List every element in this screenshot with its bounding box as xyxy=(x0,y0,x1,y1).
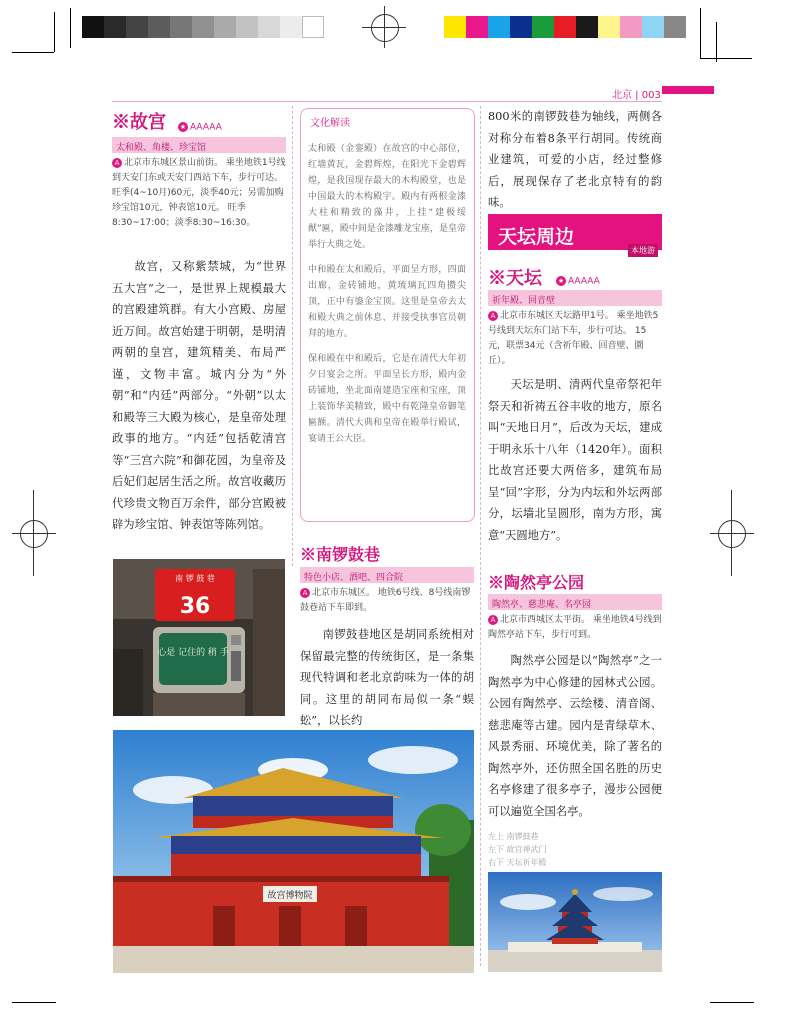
address-icon: A xyxy=(300,588,310,598)
taoranting-info: A 北京市西城区太平街。 乘坐地铁4号线到陶然亭站下车，步行可到。 xyxy=(488,615,662,640)
crop-mark xyxy=(700,8,701,58)
nanluoguxiang-photo xyxy=(113,559,285,716)
crop-mark xyxy=(710,1002,754,1003)
gugong-info: A 北京市东城区景山前街。 乘坐地铁1号线到天安门东或天安门西站下车，步行可达。 旺季(4~10月)60元，淡季40元；另需加购珍宝馆10元，钟表馆10元。 旺季8:30~17:00；淡季8:30~16:30。 xyxy=(112,158,286,228)
registration-mark xyxy=(12,533,56,534)
culture-paragraph: 中和殿在太和殿后，平面呈方形，四面出廊，金砖铺地，黄琉璃瓦四角攒尖顶，正中有鎏金宝顶。这里是皇帝去太和殿大典之前休息、并接受执事官员朝拜的地方。 xyxy=(308,265,466,339)
col3-continued-body: 800米的南锣鼓巷为轴线，两侧各对称分布着8条平行胡同。传统商业建筑，可爱的小店，经过整修后，展现保存了老北京特有的韵味。 xyxy=(488,110,662,209)
address-icon: A xyxy=(488,615,498,625)
tiantan-section-sub: 本地游 xyxy=(628,244,658,257)
culture-heading: 文化解读 xyxy=(310,118,350,129)
nanluo-tags: 特色小店、酒吧、四合院 xyxy=(300,567,474,583)
gugong-plaque-text: 故宫博物院 xyxy=(267,891,313,901)
column-divider xyxy=(292,106,293,566)
column-divider xyxy=(480,106,481,966)
caption-line: 左上 南锣鼓巷 xyxy=(488,832,539,841)
culture-text xyxy=(308,132,466,456)
nanluo-body: 南锣鼓巷地区是胡同系统相对保留最完整的传统街区，是一条集现代特调和老北京韵味为一体的胡同。这里的胡同布局似一条“蜈蚣”，以长约 xyxy=(300,628,474,727)
crop-mark xyxy=(12,1002,56,1003)
color-calibration-bar xyxy=(444,16,686,38)
gugong-photo xyxy=(113,730,474,973)
registration-mark xyxy=(718,520,746,548)
tv-screen-text: 心是 记住的 稍 手 xyxy=(157,648,229,658)
running-head-bar xyxy=(662,86,714,94)
nanluo-title: ※南锣鼓巷 xyxy=(300,545,381,564)
registration-mark xyxy=(20,520,48,548)
gugong-tags: 太和殿、角楼、珍宝馆 xyxy=(112,137,286,153)
running-head: 北京 | 003 xyxy=(612,90,661,101)
crop-mark xyxy=(12,52,54,53)
gugong-body xyxy=(112,256,286,536)
header-rule xyxy=(112,101,662,102)
tiantan-body: 天坛是明、清两代皇帝祭祀年祭天和祈祷五谷丰收的地方，原名叫“天地日月”，后改为天坛，建成于明永乐十八年（1420年）。面积比故宫还要大两倍多，建筑布局呈“回”字形，分为内坛和外坛两部分，坛墙北呈圆形，南为方形，寓意“天圆地方”。 xyxy=(488,378,662,542)
culture-paragraph: 太和殿（金銮殿）在故宫的中心部位，红墙黄瓦，金碧辉煌，在阳光下金碧辉煌，是我国现存最大的木构殿堂，也是中国最大的木构殿宇。殿内有两根金漆大柱和精致的藻井，上挂“建极绥猷”匾，殿中间是金漆雕龙宝座，是皇帝举行大典之处。 xyxy=(308,144,466,250)
tiantan-title: ※天坛 xyxy=(488,268,542,289)
gugong-title: ※故宫 xyxy=(112,112,166,133)
tiantan-section-title: 天坛周边 xyxy=(498,226,575,248)
crop-mark xyxy=(716,22,717,62)
tiantan-photo xyxy=(488,872,662,972)
rating-icon: ★ xyxy=(557,277,565,285)
address-icon: A xyxy=(488,311,498,321)
registration-mark xyxy=(371,14,399,42)
nanluo-info: A 北京市东城区。 地铁6号线、8号线南锣鼓巷站下车即到。 xyxy=(300,588,471,613)
tiantan-info: A 北京市东城区天坛路甲1号。 乘坐地铁5号线到天坛东门站下车，步行可达。 15元，联票34元（含祈年殿、回音壁、圜丘）。 xyxy=(488,311,659,366)
crop-mark xyxy=(700,58,752,59)
culture-paragraph: 保和殿在中和殿后，它是在清代大年初夕日宴会之所。平面呈长方形，殿内金砖铺地，坐北面南建造宝座和宝座，顶上装饰华美精致，殿中有乾隆皇帝御笔匾额。清代大典和皇帝在殿举行殿试，宴请王公大臣。 xyxy=(308,354,466,444)
registration-mark xyxy=(362,27,406,28)
crop-mark xyxy=(54,12,55,52)
gugong-paragraph: 故宫，又称紫禁城，为“世界五大宫”之一，是世界上规模最大的宫殿建筑群。有大小宫殿、房屋近万间。故宫始建于明朝，是明清两朝的皇宫，建筑精美、布局严谨，文物丰富。城内分为“外朝”和“内廷”两部分。“外朝”以太和殿等三大殿为核心，是皇帝处理政事的地方。“内廷”包括乾清宫等“三宫六院”和御花园，为皇帝及后妃们起居生活之所。故宫收藏历代珍贵文物百万余件，部分宫殿被辟为珍宝馆、钟表馆等陈列馆。 xyxy=(112,260,286,531)
caption-line: 右下 天坛祈年殿 xyxy=(488,858,547,867)
grayscale-calibration-bar xyxy=(82,16,324,38)
registration-mark xyxy=(710,533,754,534)
taoranting-body: 陶然亭公园是以“陶然亭”之一陶然亭为中心修建的园林式公园。公园有陶然亭、云绘楼、清音阁、慈悲庵等古建。园内是青绿草木、风景秀丽、环境优美，除了著名的陶然亭外，还仿照全国名胜的历史名亭修建了很多亭子，漫步公园便可以遍览全国名亭。 xyxy=(488,654,662,818)
rating-icon: ★ xyxy=(179,123,187,131)
tiantan-rating: ★ AAAAA xyxy=(557,276,600,287)
address-icon: A xyxy=(112,158,122,168)
sign-number: 36 xyxy=(179,594,211,619)
crop-mark xyxy=(70,8,71,48)
photo-captions xyxy=(488,830,662,869)
sign-top-text: 南 锣 鼓 巷 xyxy=(175,574,215,583)
taoranting-tags: 陶然亭、慈悲庵、名亭园 xyxy=(488,594,662,610)
tiantan-tags: 祈年殿、回音壁 xyxy=(488,290,662,306)
caption-line: 左下 故宫神武门 xyxy=(488,845,547,854)
taoranting-title: ※陶然亭公园 xyxy=(488,573,585,592)
gugong-rating: ★ AAAAA xyxy=(179,122,222,133)
